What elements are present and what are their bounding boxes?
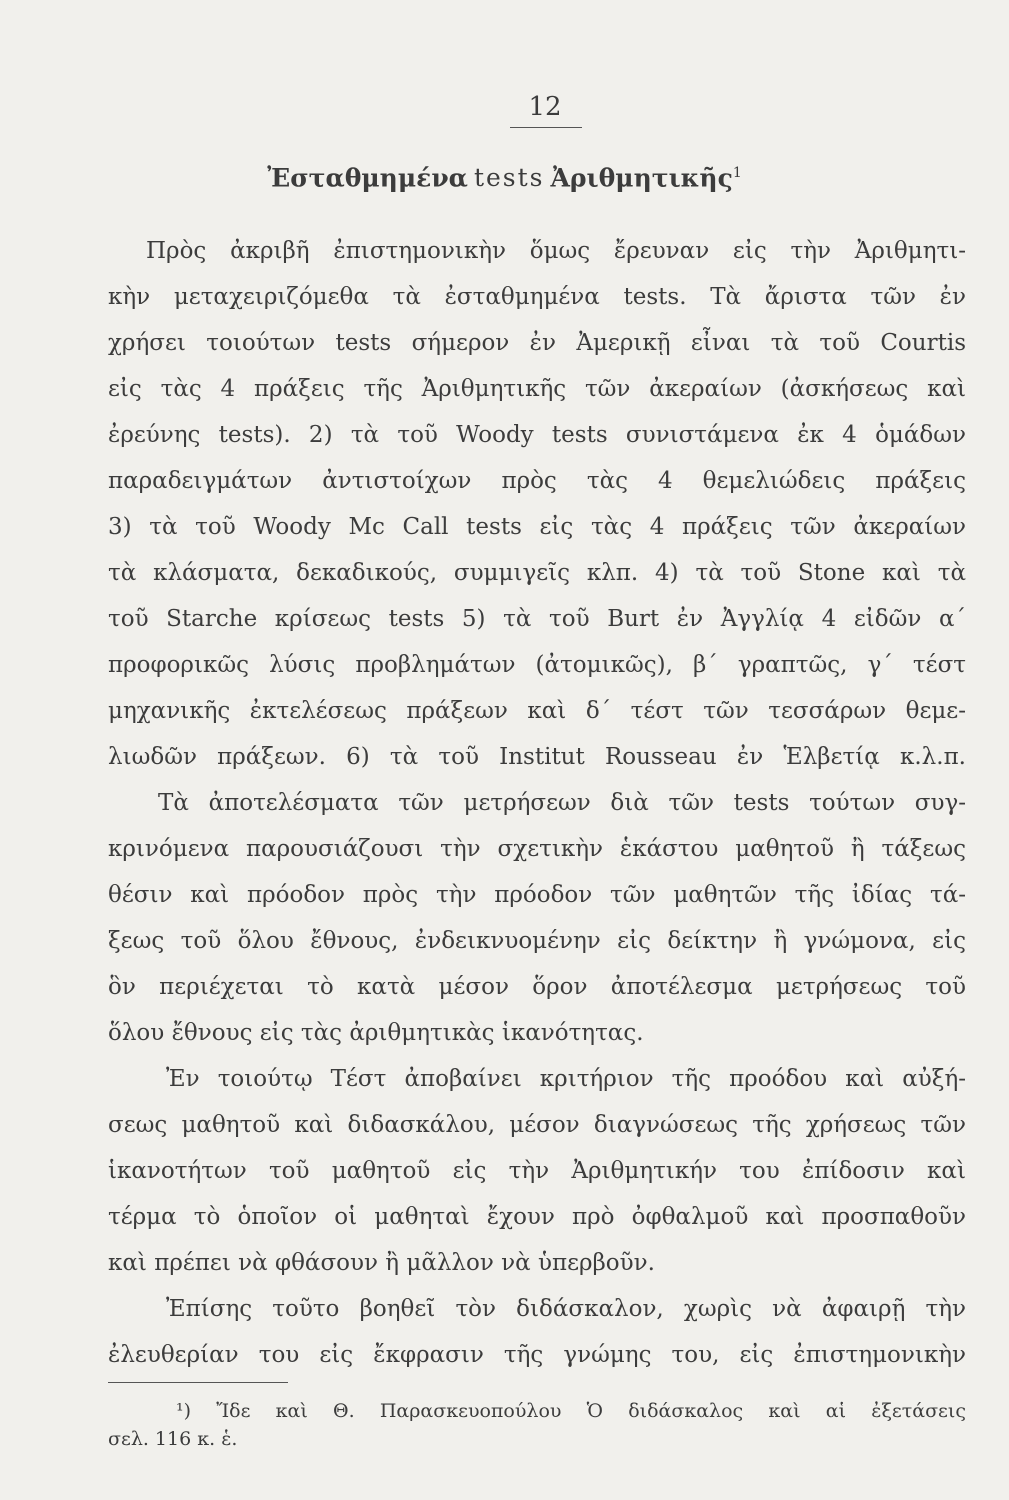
heading-footnote-marker: 1 — [732, 165, 742, 181]
heading-part-3: Ἀριθμητικῆς — [550, 163, 733, 193]
section-heading — [0, 158, 1009, 193]
body-line: λιωδῶν πράξεων. 6) τὰ τοῦ Institut Rousseau ἐν Ἑλβετίᾳ κ.λ.π. — [108, 744, 966, 770]
page-number: 12 — [528, 92, 562, 122]
body-line: Ἐν τοιούτῳ Τέστ ἀποβαίνει κριτήριον τῆς προόδου καὶ αὐξή- — [166, 1066, 966, 1092]
body-line: τὰ κλάσματα, δεκαδικούς, συμμιγεῖς κλπ. 4) τὰ τοῦ Stone καὶ τὰ — [108, 560, 966, 586]
body-line: τέρμα τὸ ὁποῖον οἱ μαθηταὶ ἔχουν πρὸ ὀφθαλμοῦ καὶ προσπαθοῦν — [108, 1204, 966, 1230]
footnote-line: σελ. 116 κ. ἑ. — [108, 1428, 238, 1450]
body-line: τοῦ Starche κρίσεως tests 5) τὰ τοῦ Burt ἐν Ἀγγλίᾳ 4 εἰδῶν α΄ — [108, 606, 966, 632]
body-line: ὅλου ἔθνους εἰς τὰς ἀριθμητικὰς ἱκανότητας. — [108, 1020, 644, 1046]
heading-part-2: tests — [473, 163, 545, 193]
body-line: θέσιν καὶ πρόοδον πρὸς τὴν πρόοδον τῶν μαθητῶν τῆς ἰδίας τά- — [108, 882, 966, 908]
body-line: κρινόμενα παρουσιάζουσι τὴν σχετικὴν ἑκάστου μαθητοῦ ἢ τάξεως — [108, 836, 966, 862]
heading-part-1: Ἐσταθμημένα — [267, 163, 468, 193]
body-line: ξεως τοῦ ὅλου ἔθνους, ἐνδεικνυομένην εἰς δείκτην ἢ γνώμονα, εἰς — [108, 928, 966, 954]
body-line: μηχανικῆς ἐκτελέσεως πράξεων καὶ δ΄ τέστ τῶν τεσσάρων θεμε- — [108, 698, 966, 724]
body-line: κὴν μεταχειριζόμεθα τὰ ἐσταθμημένα tests. Τὰ ἄριστα τῶν ἐν — [108, 284, 966, 310]
page-number-rule — [510, 127, 582, 128]
body-line: εἰς τὰς 4 πράξεις τῆς Ἀριθμητικῆς τῶν ἀκεραίων (ἀσκήσεως καὶ — [108, 376, 966, 402]
footnote-line: ¹) Ἴδε καὶ Θ. Παρασκευοπούλου Ὁ διδάσκαλος καὶ αἱ ἐξετάσεις — [176, 1400, 966, 1422]
body-line: ἐλευθερίαν του εἰς ἔκφρασιν τῆς γνώμης του, εἰς ἐπιστημονικὴν — [108, 1342, 966, 1368]
body-line: προφορικῶς λύσις προβλημάτων (ἀτομικῶς), β΄ γραπτῶς, γ΄ τέστ — [108, 652, 966, 678]
body-line: Πρὸς ἀκριβῆ ἐπιστημονικὴν ὅμως ἔρευναν εἰς τὴν Ἀριθμητι- — [146, 238, 966, 264]
body-line: σεως μαθητοῦ καὶ διδασκάλου, μέσον διαγνώσεως τῆς χρήσεως τῶν — [108, 1112, 966, 1138]
body-line: ἱκανοτήτων τοῦ μαθητοῦ εἰς τὴν Ἀριθμητικήν του ἐπίδοσιν καὶ — [108, 1158, 966, 1184]
body-line: 3) τὰ τοῦ Woody Mc Call tests εἰς τὰς 4 πράξεις τῶν ἀκεραίων — [108, 514, 966, 540]
body-line: Τὰ ἀποτελέσματα τῶν μετρήσεων διὰ τῶν tests τούτων συγ- — [158, 790, 966, 816]
footnote-rule — [108, 1382, 288, 1383]
body-line: χρήσει τοιούτων tests σήμερον ἐν Ἀμερικῇ εἶναι τὰ τοῦ Courtis — [108, 330, 966, 356]
body-line: ἐρεύνης tests). 2) τὰ τοῦ Woody tests συνιστάμενα ἐκ 4 ὁμάδων — [108, 422, 966, 448]
body-line: Ἐπίσης τοῦτο βοηθεῖ τὸν διδάσκαλον, χωρὶς νὰ ἀφαιρῇ τὴν — [166, 1296, 966, 1322]
body-line: παραδειγμάτων ἀντιστοίχων πρὸς τὰς 4 θεμελιώδεις πράξεις — [108, 468, 966, 494]
body-line: ὃν περιέχεται τὸ κατὰ μέσον ὅρον ἀποτέλεσμα μετρήσεως τοῦ — [108, 974, 966, 1000]
body-line: καὶ πρέπει νὰ φθάσουν ἢ μᾶλλον νὰ ὑπερβοῦν. — [108, 1250, 655, 1276]
